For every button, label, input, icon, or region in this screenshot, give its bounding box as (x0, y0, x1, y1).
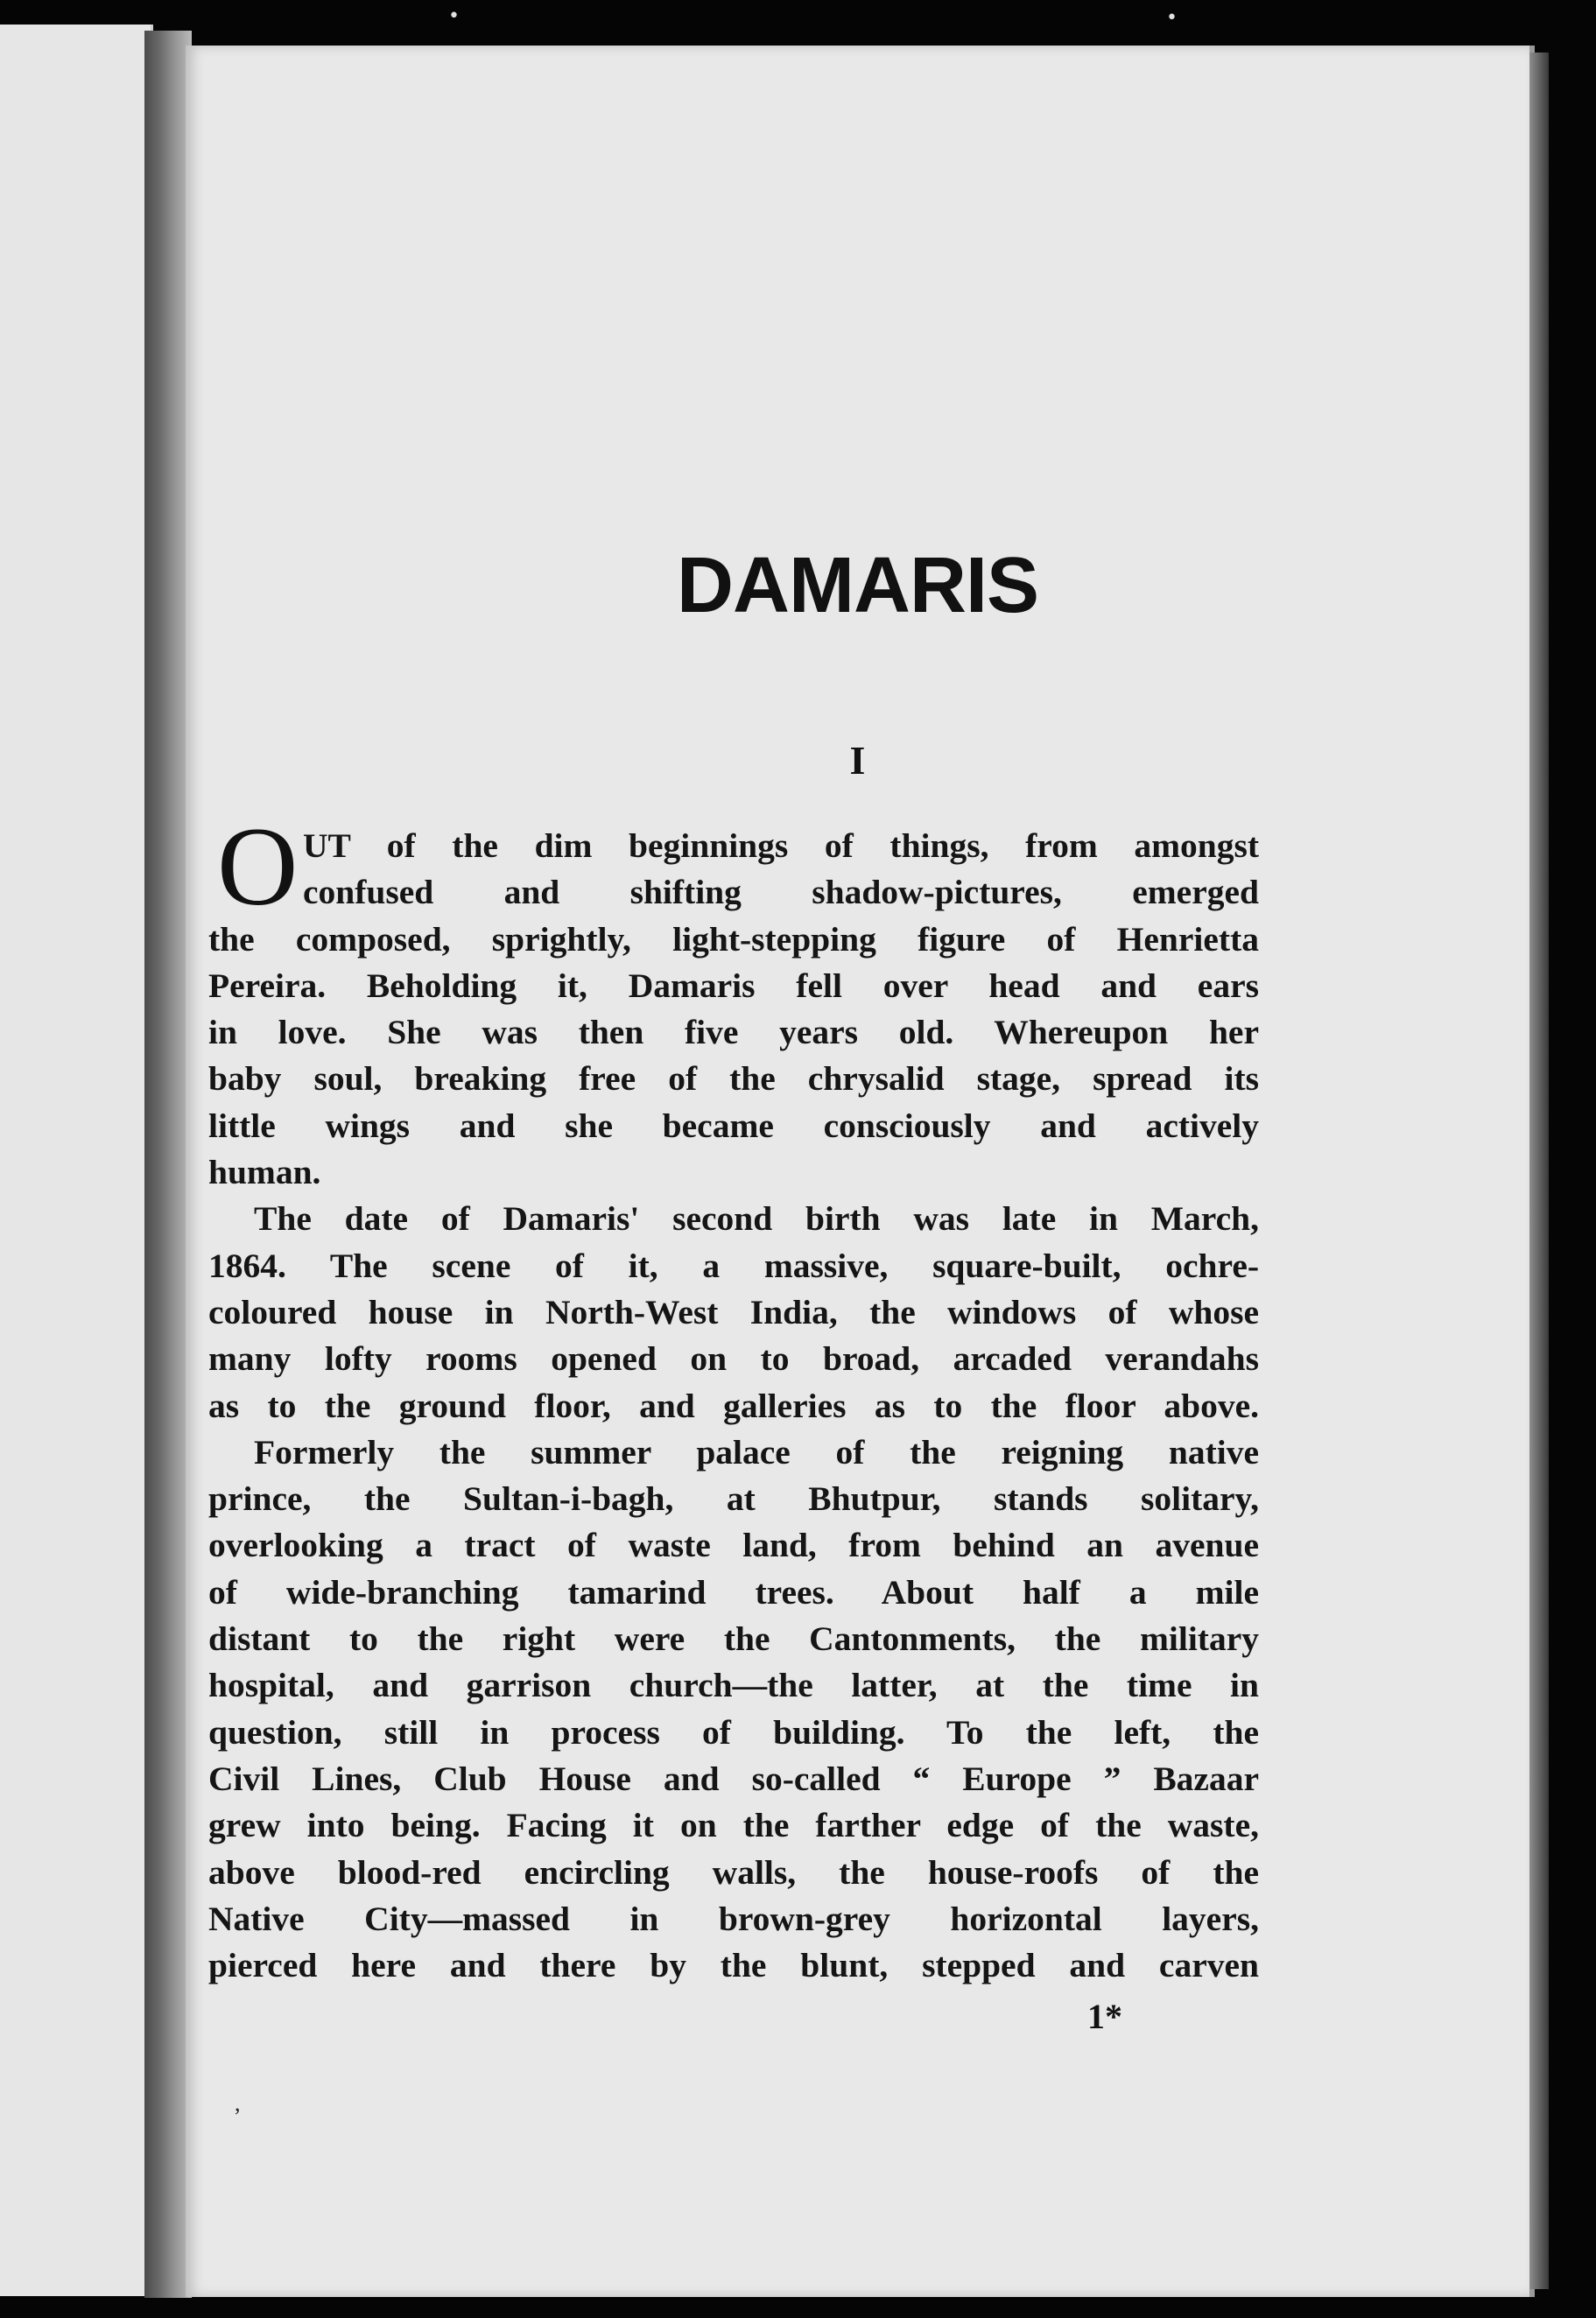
text-line: human. (208, 1153, 321, 1192)
text-line: The date of Damaris' second birth was late in March, (254, 1199, 1259, 1239)
book-title: DAMARIS (677, 542, 1038, 629)
left-facing-page (0, 25, 153, 2296)
text-line: many lofty rooms opened on to broad, arcaded verandahs (208, 1339, 1259, 1379)
drop-cap-letter: O (217, 804, 299, 929)
text-line: Pereira. Beholding it, Damaris fell over head and ears (208, 966, 1259, 1005)
scan-speck: • (1166, 7, 1178, 29)
text-line: distant to the right were the Cantonments, the military (208, 1619, 1259, 1659)
chapter-number: I (849, 738, 866, 783)
text-line: grew into being. Facing it on the farther edge of the waste, (208, 1806, 1259, 1845)
text-line: the composed, sprightly, light-stepping figure of Henrietta (208, 919, 1259, 959)
text-line: above blood-red encircling walls, the house-roofs of the (208, 1852, 1259, 1892)
text-line: of wide-branching tamarind trees. About half a mile (208, 1572, 1259, 1612)
signature-mark: 1* (1087, 1997, 1122, 2036)
book-gutter-shadow (144, 31, 192, 2298)
stray-ink-mark: , (235, 2090, 241, 2116)
text-line: confused and shifting shadow-pictures, emerged (303, 873, 1259, 912)
text-line: coloured house in North-West India, the windows of whose (208, 1292, 1259, 1331)
text-line: hospital, and garrison church—the latter, at the time in (208, 1666, 1259, 1705)
page-edge-shadow (1529, 53, 1549, 2289)
text-line: 1864. The scene of it, a massive, square-built, ochre- (208, 1246, 1259, 1285)
text-line: question, still in process of building. To the left, the (208, 1712, 1259, 1752)
text-line: in love. She was then five years old. Whereupon her (208, 1013, 1259, 1052)
text-line: as to the ground floor, and galleries as to the floor above. (208, 1386, 1259, 1425)
text-line: overlooking a tract of waste land, from behind an avenue (208, 1526, 1259, 1565)
text-line: little wings and she became consciously and actively (208, 1106, 1259, 1145)
scan-speck: • (448, 5, 460, 27)
text-line: Formerly the summer palace of the reigning native (254, 1432, 1259, 1472)
text-line: Native City—massed in brown-grey horizontal layers, (208, 1899, 1259, 1938)
text-line: prince, the Sultan-i-bagh, at Bhutpur, stands solitary, (208, 1479, 1259, 1519)
text-line: pierced here and there by the blunt, stepped and carven (208, 1946, 1259, 1985)
text-line: Civil Lines, Club House and so-called “ Europe ” Bazaar (208, 1759, 1259, 1798)
chapter-body-text (208, 823, 1259, 1989)
text-line: baby soul, breaking free of the chrysalid stage, spread its (208, 1059, 1259, 1099)
text-line: UT of the dim beginnings of things, from amongst (303, 826, 1259, 865)
